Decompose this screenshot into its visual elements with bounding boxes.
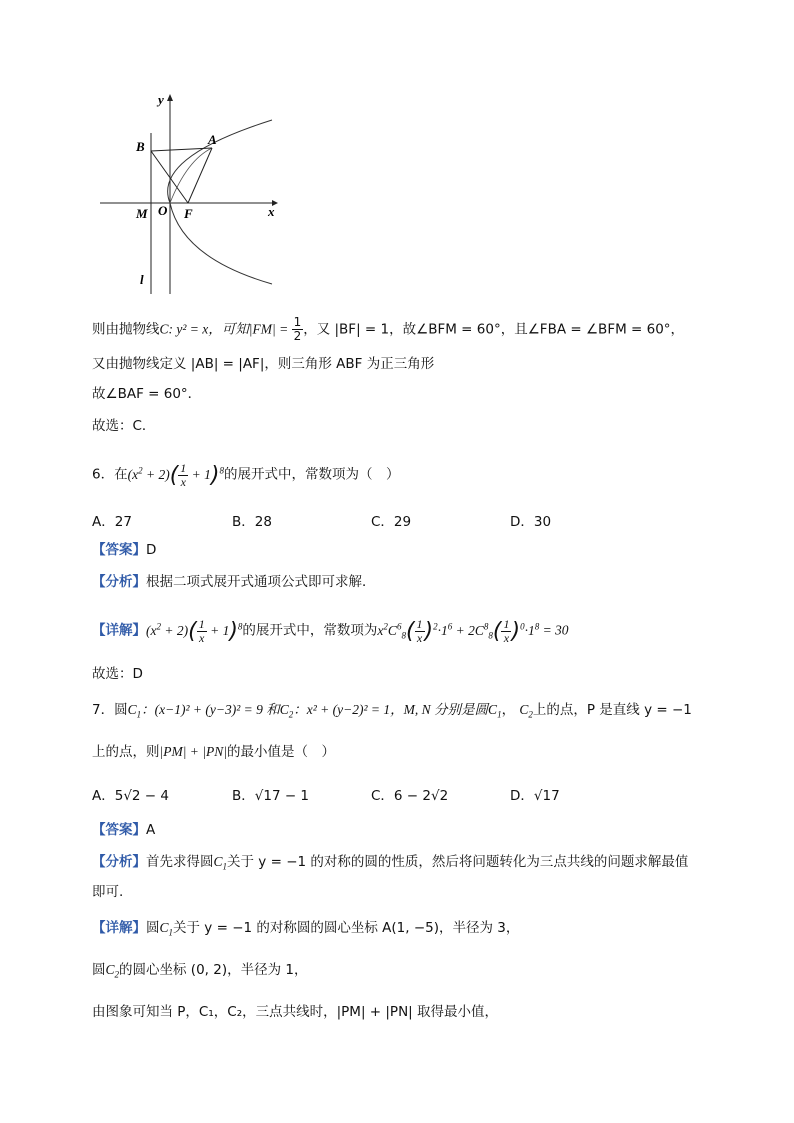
c1-symbol-2: $C_1$ [488,702,502,720]
q7-detail-b: 关于 y = −1 的对称圆的圆心坐标 A(1, −5)，半径为 3， [173,920,520,936]
q6-stem [92,460,400,489]
detail-tag: 【详解】 [92,622,146,639]
parabola-figure [92,88,292,303]
q7-stem-c: ：x² + (y−2)² = 1，M, N 分别是圆 [293,702,489,717]
q6-detail-formula: $x^2C^6_8$( $\frac{1}{x}$ )$^2\cdot 1^6 + 2C^8_8$( $\frac{1}{x}$ )$^0\cdot 1^8$ [377,616,540,645]
frac-den: 2 [293,329,302,343]
answer-tag: 【答案】 [92,822,146,838]
prev-line1-b: C [159,321,169,337]
q7-detail-1 [92,918,519,943]
q6-option-c: C．29 [371,514,412,530]
q6-expression: $(x^2 + 2)$( $\frac{1}{x}$ + 1)$^8$ [127,460,225,489]
q7-detail-a: 圆 [146,920,160,936]
label-a: A [208,132,217,147]
prev-line-1 [92,316,684,343]
q7-stem-d: 上的点，P 是直线 y = −1 [532,702,692,718]
q7-option-a: A．5√2 − 4 [92,788,169,804]
segment-ba [151,148,212,151]
prev-line-3: 故∠BAF = 60°． [92,386,202,402]
prev-line1-e: ，又 |BF| = 1，故∠BFM = 60°，且∠FBA = ∠BFM = 60°， [303,321,685,338]
y-axis-arrow [167,94,173,101]
q7-answer [92,820,155,840]
q6-detail [92,616,569,645]
c2-symbol: $C_2$ [279,702,294,720]
q6-analysis [92,572,376,592]
c2-symbol-2: $C_2$ [519,702,533,720]
q7-line2-c: 的最小值是（ ） [226,744,335,760]
frac-num: 1 [293,315,302,329]
q6-stem-a: 6．在 [92,466,128,483]
prev-line1-c: : y² = x，可知 [168,321,249,337]
q7-option-c: C．6 − 2√2 [371,788,449,804]
q7-option-d: D．√17 [510,788,560,804]
label-x: x [268,204,275,219]
q7-detail-3: 由图象可知当 P，C₁，C₂，三点共线时，|PM| + |PN| 取得最小值， [92,1004,499,1020]
prev-line-4: 故选：C． [92,418,156,434]
q7-analysis [92,852,688,877]
c1-symbol: $C_1$ [127,702,142,720]
q7-stem-line1: 7．圆$C_1$：(x−1)² + (y−3)² = 9 和$C_2$：x² + (y−2)² = 1，M, N 分别是圆$C_1$， $C_2$上的点，P 是直线 y = −1 [92,702,692,720]
prev-line1-a: 则由抛物线 [92,321,160,338]
analysis-tag: 【分析】 [92,574,146,590]
q7-line2-b: |PM| + |PN| [159,744,227,759]
label-b: B [136,139,145,154]
c1-symbol-3: $C_1$ [213,854,228,872]
label-m: M [136,206,148,221]
q6-detail-expression: $(x^2 + 2)$( $\frac{1}{x}$ + 1)$^8$ [146,616,243,645]
q7-detail2-b: 的圆心坐标 (0, 2)，半径为 1， [119,962,308,978]
q7-detail-2 [92,960,307,985]
q6-choose: 故选：D [92,666,143,682]
fraction-half [292,316,304,343]
answer-value: A [146,822,156,838]
answer-value: D [146,542,157,558]
q7-analysis-b: 关于 y = −1 的对称的圆的性质，然后将问题转化为三点共线的问题求解最值 [227,854,689,870]
q7-stem-b: ：(x−1)² + (y−3)² = 9 和 [141,702,280,717]
q6-detail-result: = 30 [542,622,569,638]
c1-symbol-4: $C_1$ [159,920,174,938]
q6-answer [92,540,156,560]
q7-detail2-a: 圆 [92,962,106,978]
analysis-text: 根据二项式展开式通项公式即可求解． [146,574,376,590]
answer-tag: 【答案】 [92,542,146,558]
analysis-tag: 【分析】 [92,854,146,870]
q7-analysis-a: 首先求得圆 [146,854,214,870]
parabola-curve [168,120,272,284]
prev-line-2: 又由抛物线定义 |AB| = |AF|，则三角形 ABF 为正三角形 [92,356,435,372]
c2-symbol-3: $C_2$ [105,962,120,980]
prev-line1-d: |FM| = [248,321,292,337]
q7-analysis-line2: 即可. [92,884,124,900]
q6-option-a: A．27 [92,514,132,530]
detail-tag: 【详解】 [92,920,146,936]
label-o: O [158,203,168,218]
label-y: y [158,92,164,107]
q7-stem-line2 [92,742,335,762]
label-l: l [140,272,144,287]
q7-stem-a: 7．圆 [92,702,128,718]
q7-option-b: B．√17 − 1 [232,788,310,804]
q6-option-d: D．30 [510,514,552,530]
q7-line2-a: 上的点，则 [92,744,160,760]
q6-option-b: B．28 [232,514,272,530]
q6-stem-b: 的展开式中，常数项为（ ） [224,466,400,483]
label-f: F [184,206,193,221]
q6-detail-mid: 的展开式中，常数项为 [242,622,378,639]
